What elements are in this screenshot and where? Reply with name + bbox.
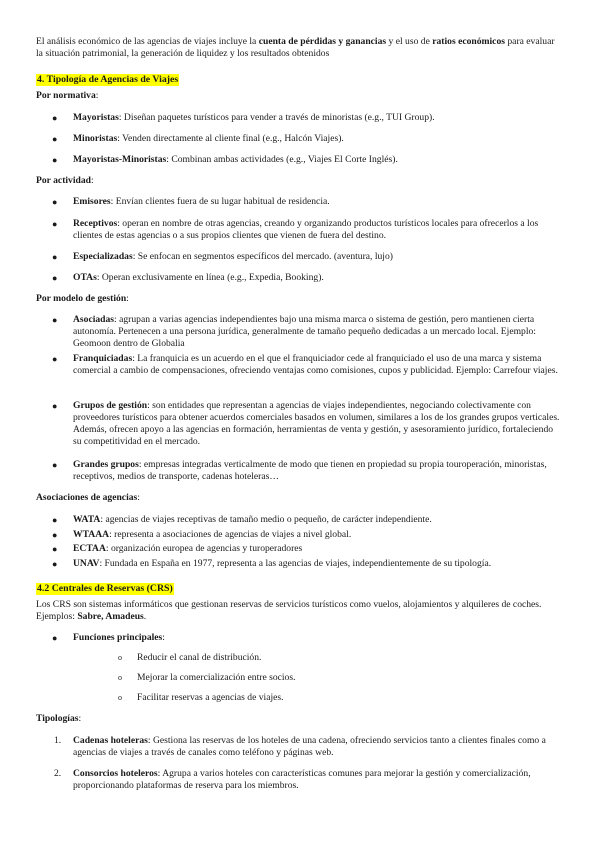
item-term: Minoristas	[73, 133, 118, 144]
list-item	[0, 529, 600, 541]
item-text: : representa a asociaciones de agencias de viajes a nivel global.	[109, 529, 352, 540]
list-item	[0, 251, 600, 263]
list-item	[0, 459, 600, 483]
sub-item-text: Reducir el canal de distribución.	[137, 652, 262, 663]
item-term: Cadenas hoteleras	[73, 735, 148, 746]
item-term: Mayoristas-Minoristas	[73, 154, 167, 165]
list-item	[0, 196, 600, 208]
item-term: Consorcios hoteleros	[73, 768, 158, 779]
bullet-icon: ●	[52, 530, 58, 540]
list-item	[0, 543, 600, 555]
item-text: : agrupan a varias agencias independientes bajo una misma marca o sistema de gestión, pero mantienen cierta autonomía. Pertenecen a una persona jurídica, generalmente de tamaño pequeño dedicadas a un mercado local. Ejemplo: Geomoon dentro de Globalia	[73, 314, 536, 349]
list-item	[0, 272, 600, 284]
intro-paragraph	[0, 36, 600, 60]
item-term: Mayoristas	[73, 112, 119, 123]
bullet-icon: ●	[52, 354, 58, 364]
item-term: Emisores	[73, 196, 111, 207]
item-term: Funciones principales	[73, 632, 163, 643]
item-term: OTAs	[73, 272, 97, 283]
item-term: Grupos de gestión	[73, 400, 148, 411]
bullet-icon: ●	[52, 460, 58, 470]
bullet-icon: ●	[52, 515, 58, 525]
item-text: : Agrupa a varios hoteles con características comunes para mejorar la gestión y comercialización, proporcionando plataformas de reserva para los miembros.	[73, 768, 531, 791]
item-text: : organización europea de agencias y turoperadores	[105, 543, 303, 554]
sub-list-item	[0, 692, 600, 704]
item-text: :	[162, 632, 165, 643]
item-text: : Diseñan paquetes turísticos para vender a través de minoristas (e.g., TUI Group).	[118, 112, 435, 123]
item-text: : Operan exclusivamente en línea (e.g., Expedia, Booking).	[96, 272, 324, 283]
section-heading: 4.2 Centrales de Reservas (CRS)	[37, 583, 173, 594]
item-text: : empresas integradas verticalmente de modo que tienen en propiedad su propia touroperación, minoristas, receptivos, medios de transporte, cadenas hoteleras…	[73, 459, 547, 482]
bullet-icon: ●	[52, 113, 58, 123]
intro-bold-term: ratios económicos	[432, 36, 505, 47]
item-term: Asociadas	[73, 314, 115, 325]
subsection-label: Por actividad:	[36, 175, 94, 186]
sub-list-item	[0, 672, 600, 684]
sub-item-text: Mejorar la comercialización entre socios.	[137, 672, 296, 683]
numbered-item	[0, 735, 600, 759]
item-term: Especializadas	[73, 251, 133, 262]
item-text: : Envían clientes fuera de su lugar habitual de residencia.	[110, 196, 330, 207]
subsection-label: Asociaciones de agencias:	[36, 492, 140, 503]
bullet-icon: ●	[52, 544, 58, 554]
bullet-icon: ●	[52, 155, 58, 165]
list-item	[0, 218, 600, 242]
item-text: : operan en nombre de otras agencias, creando y organizando productos turísticos locales para ofrecerlos a los clientes de estas agencias o a sus propios clientes que vienen de fuera del destino.	[73, 218, 539, 241]
list-item	[0, 632, 600, 644]
item-text: : Se enfocan en segmentos específicos del mercado. (aventura, lujo)	[132, 251, 393, 262]
sub-item-text: Facilitar reservas a agencias de viajes.	[137, 692, 284, 703]
list-item	[0, 314, 600, 350]
item-term: Receptivos	[73, 218, 118, 229]
numbered-item	[0, 768, 600, 792]
circle-bullet-icon: o	[118, 693, 122, 702]
bullet-icon: ●	[52, 197, 58, 207]
crs-intro-paragraph	[0, 599, 600, 623]
list-item	[0, 514, 600, 526]
paragraph-text: Los CRS son sistemas informáticos que gestionan reservas de servicios turísticos como vuelos, alojamientos y alquileres de coches. Ejemplos:	[36, 599, 542, 622]
circle-bullet-icon: o	[118, 653, 122, 662]
circle-bullet-icon: o	[118, 673, 122, 682]
bullet-icon: ●	[52, 219, 58, 229]
bullet-icon: ●	[52, 559, 58, 569]
intro-text: El análisis económico de las agencias de viajes incluye la	[36, 36, 259, 47]
item-text: : Gestiona las reservas de los hoteles de una cadena, ofreciendo servicios tanto a clientes finales como a agencias de viajes a través de canales como teléfono y páginas web.	[73, 735, 546, 758]
list-item	[0, 353, 600, 377]
bullet-icon: ●	[52, 252, 58, 262]
item-text: : Fundada en España en 1977, representa a las agencias de viajes, independientemente de su tipología.	[99, 558, 492, 569]
intro-text: para evaluar la situación patrimonial, la generación de liquidez y los resultados obtenidos	[36, 36, 555, 59]
item-term: WATA	[73, 514, 101, 525]
sub-list-item	[0, 652, 600, 664]
list-item	[0, 112, 600, 124]
item-text: : Combinan ambas actividades (e.g., Viajes El Corte Inglés).	[166, 154, 398, 165]
item-term: Grandes grupos	[73, 459, 139, 470]
item-term: WTAAA	[73, 529, 110, 540]
item-text: : La franquicia es un acuerdo en el que el franquiciador cede al franquiciado el uso de una marca y sistema comercial a cambio de compensaciones, ofreciendo ventajas como comisiones, cupos y publicidad. Ejemplo: Carrefour viajes.	[73, 353, 558, 376]
item-term: ECTAA	[73, 543, 106, 554]
list-item	[0, 400, 600, 448]
subsection-label: Tipologías:	[36, 713, 82, 724]
list-item	[0, 558, 600, 570]
bullet-icon: ●	[52, 315, 58, 325]
bullet-icon: ●	[52, 401, 58, 411]
bullet-icon: ●	[52, 134, 58, 144]
item-text: : son entidades que representan a agencias de viajes independientes, negociando colectivamente con proveedores turísticos para obtener acuerdos comerciales basados en volumen, similares a los de los grandes grupos verticales. Además, ofrecen apoyo a las agencias en formación, herramientas de venta y gestión, y asesoramiento jurídico, fortaleciendo su competitividad en el mercado.	[73, 400, 560, 447]
subsection-label: Por modelo de gestión:	[36, 293, 129, 304]
subsection-label: Por normativa:	[36, 90, 99, 101]
item-text: : Venden directamente al cliente final (e.g., Halcón Viajes).	[117, 133, 344, 144]
bullet-icon: ●	[52, 273, 58, 283]
list-item	[0, 133, 600, 145]
paragraph-bold: Sabre, Amadeus	[77, 611, 144, 622]
intro-bold-term: cuenta de pérdidas y ganancias	[258, 36, 387, 47]
list-item	[0, 154, 600, 166]
item-text: : agencias de viajes receptivas de tamaño medio o pequeño, de carácter independiente.	[100, 514, 432, 525]
item-term: UNAV	[73, 558, 100, 569]
item-number: 2.	[54, 768, 62, 779]
item-number: 1.	[54, 735, 62, 746]
bullet-icon: ●	[52, 633, 58, 643]
paragraph-text: .	[143, 611, 147, 622]
section-heading: 4. Tipología de Agencias de Viajes	[37, 74, 179, 85]
intro-text: y el uso de	[386, 36, 433, 47]
item-term: Franquiciadas	[73, 353, 133, 364]
